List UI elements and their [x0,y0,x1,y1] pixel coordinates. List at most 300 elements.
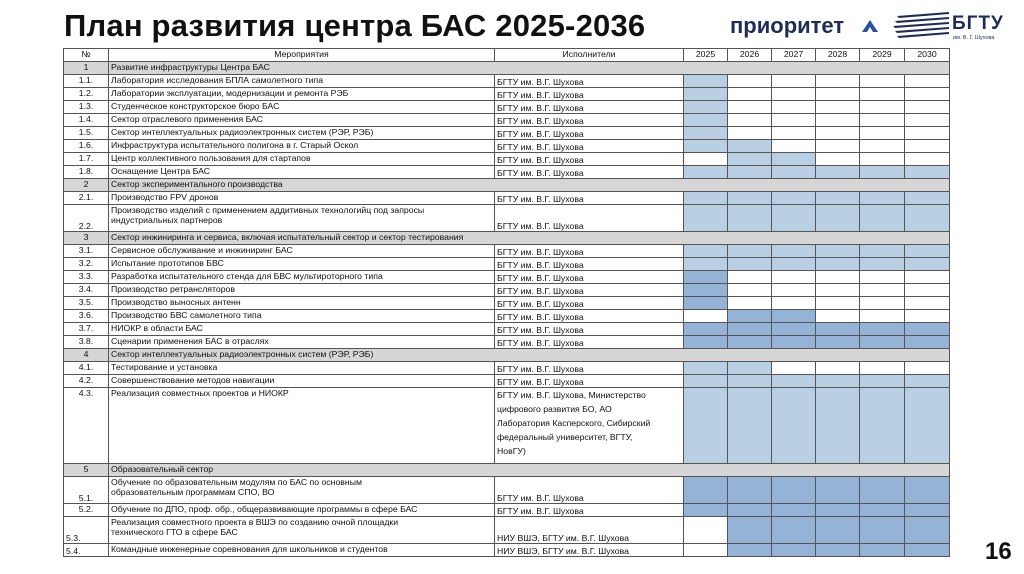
gantt-cell-filled [728,477,772,504]
section-title: Сектор экспериментального производства [109,179,950,192]
gantt-cell-empty [860,127,905,140]
executor-cell: БГТУ им. В.Г. Шухова [495,297,684,310]
gantt-cell-filled [684,375,728,388]
gantt-cell-empty [860,297,905,310]
executor-cell: БГТУ им. В.Г. Шухова [495,75,684,88]
gantt-cell-empty [728,88,772,101]
gantt-cell-filled [816,258,860,271]
table-row [64,544,950,557]
row-number: 1.3. [64,101,109,114]
gantt-cell-filled [816,192,860,205]
gantt-cell-filled [816,517,860,544]
gantt-cell-filled [816,323,860,336]
activity-text: Реализация совместных проектов и НИОКР [111,388,289,398]
gantt-cell-empty [905,140,950,153]
gantt-cell-filled [684,205,728,232]
gantt-cell-filled [684,114,728,127]
section-number: 1 [64,62,109,75]
gantt-cell-filled [728,258,772,271]
gantt-cell-empty [772,75,816,88]
gantt-cell-filled [772,192,816,205]
executor-text-line: Лаборатория Касперского, Сибирский [497,418,651,428]
gantt-cell-filled [816,544,860,557]
gantt-cell-empty [728,271,772,284]
gantt-cell-filled [905,477,950,504]
gantt-cell-empty [684,310,728,323]
activity-text: Лаборатория исследования БПЛА самолетного типа [111,75,324,85]
gantt-cell-filled [728,245,772,258]
gantt-cell-filled [905,544,950,557]
gantt-cell-empty [684,544,728,557]
gantt-cell-filled [728,375,772,388]
row-number: 4.3. [64,388,109,464]
executor-cell: БГТУ им. В.Г. Шухова [495,88,684,101]
gantt-cell-filled [905,245,950,258]
activity-text: Производство ретрансляторов [111,284,235,294]
gantt-cell-filled [684,166,728,179]
section-row [64,232,950,245]
executor-cell: БГТУ им. В.Г. Шухова [495,504,684,517]
gantt-cell-filled [860,323,905,336]
row-number: 3.7. [64,323,109,336]
gantt-cell-empty [728,284,772,297]
section-number: 4 [64,349,109,362]
table-row [64,504,950,517]
col-header-year: 2028 [816,49,860,62]
gantt-cell-filled [728,140,772,153]
section-row [64,179,950,192]
section-title: Образовательный сектор [109,464,950,477]
activity-text: Лаборатории эксплуатации, модернизации и ремонта РЭБ [111,88,349,98]
gantt-cell-filled [816,504,860,517]
activity-text: Центр коллективного пользования для стартапов [111,153,311,163]
gantt-cell-filled [860,192,905,205]
gantt-cell-filled [905,192,950,205]
row-number: 5.3. [64,517,109,544]
gantt-cell-filled [684,284,728,297]
gantt-cell-filled [860,258,905,271]
activity-text: Обучение по образовательным модулям по БАС по основным [111,477,362,487]
gantt-cell-empty [816,362,860,375]
gantt-cell-empty [816,271,860,284]
gantt-cell-empty [684,517,728,544]
executor-cell: БГТУ им. В.Г. Шухова [495,258,684,271]
gantt-cell-filled [816,205,860,232]
activity-cell [109,544,495,557]
gantt-cell-empty [860,153,905,166]
col-header-num: № [64,49,109,62]
table-row [64,336,950,349]
gantt-cell-empty [772,271,816,284]
table-row [64,153,950,166]
activity-text: Испытание прототипов БВС [111,258,224,268]
gantt-cell-empty [816,297,860,310]
gantt-cell-filled [860,245,905,258]
activity-cell [109,362,495,375]
gantt-cell-filled [860,375,905,388]
gantt-cell-filled [772,205,816,232]
executor-cell: НИУ ВШЭ, БГТУ им. В.Г. Шухова [495,517,684,544]
activity-text: Студенческое конструкторское бюро БАС [111,101,280,111]
table-row [64,375,950,388]
bgtu-logo-text: БГТУ [952,13,1004,34]
gantt-cell-filled [905,258,950,271]
gantt-cell-filled [905,205,950,232]
gantt-cell-empty [860,88,905,101]
table-row [64,297,950,310]
gantt-cell-filled [860,544,905,557]
gantt-cell-filled [905,336,950,349]
row-number: 5.1. [64,477,109,504]
section-title: Развитие инфраструктуры Центра БАС [109,62,950,75]
gantt-cell-filled [816,477,860,504]
gantt-cell-filled [684,192,728,205]
executor-cell: БГТУ им. В.Г. Шухова [495,336,684,349]
gantt-cell-filled [772,336,816,349]
activity-text: Тестирование и установка [111,362,218,372]
gantt-cell-empty [905,127,950,140]
row-number: 3.5. [64,297,109,310]
gantt-cell-filled [860,166,905,179]
executor-cell: НИУ ВШЭ, БГТУ им. В.Г. Шухова [495,544,684,557]
row-number: 1.6. [64,140,109,153]
gantt-cell-filled [772,504,816,517]
table-row [64,323,950,336]
gantt-cell-filled [728,205,772,232]
gantt-cell-filled [684,88,728,101]
activity-text-line2: технического ГТО в сфере БАС [111,527,238,537]
gantt-cell-empty [772,140,816,153]
gantt-cell-empty [905,310,950,323]
section-number: 2 [64,179,109,192]
gantt-cell-filled [905,375,950,388]
col-header-year: 2029 [860,49,905,62]
activity-text: Производство выносных антенн [111,297,241,307]
col-header-activity: Мероприятия [109,49,495,62]
activity-text: Производство FPV дронов [111,192,219,202]
gantt-cell-empty [772,284,816,297]
activity-text: Сектор интеллектуальных радиоэлектронных систем (РЭР, РЭБ) [111,127,374,137]
gantt-cell-filled [860,504,905,517]
activity-cell [109,258,495,271]
gantt-cell-filled [772,323,816,336]
activity-text: Командные инженерные соревнования для школьников и студентов [111,544,388,554]
gantt-cell-empty [860,362,905,375]
table-row [64,88,950,101]
executor-cell: БГТУ им. В.Г. Шухова [495,284,684,297]
gantt-cell-empty [860,114,905,127]
table-row [64,101,950,114]
executor-text-line: цифрового развития БО, АО [497,404,612,414]
gantt-cell-empty [860,284,905,297]
row-number: 3.8. [64,336,109,349]
activity-cell [109,166,495,179]
gantt-cell-empty [860,310,905,323]
bgtu-logo-icon [891,12,949,40]
gantt-cell-filled [684,127,728,140]
activity-cell [109,388,495,464]
gantt-cell-filled [684,75,728,88]
gantt-cell-filled [772,166,816,179]
gantt-cell-empty [905,271,950,284]
gantt-cell-filled [816,336,860,349]
activity-cell [109,245,495,258]
gantt-cell-filled [728,504,772,517]
table-row [64,310,950,323]
section-row [64,62,950,75]
section-row [64,464,950,477]
executor-cell: БГТУ им. В.Г. Шухова [495,362,684,375]
gantt-cell-filled [816,375,860,388]
activity-text: Производство изделий с применением аддитивных технологийц под запросы [111,205,425,215]
gantt-cell-empty [860,101,905,114]
activity-cell [109,153,495,166]
table-row [64,284,950,297]
gantt-cell-empty [772,101,816,114]
row-number: 1.8. [64,166,109,179]
gantt-cell-filled [684,336,728,349]
gantt-cell-filled [684,362,728,375]
activity-text: Сервисное обслуживание и инжиниринг БАС [111,245,293,255]
gantt-cell-filled [905,323,950,336]
gantt-cell-empty [905,362,950,375]
gantt-cell-empty [772,297,816,310]
activity-cell [109,75,495,88]
activity-cell [109,205,495,232]
row-number: 4.2. [64,375,109,388]
activity-text: Производство БВС самолетного типа [111,310,262,320]
gantt-cell-filled [728,544,772,557]
gantt-cell-empty [772,127,816,140]
col-header-year: 2026 [728,49,772,62]
gantt-cell-filled [684,101,728,114]
activity-text: НИОКР в области БАС [111,323,203,333]
executor-cell: БГТУ им. В.Г. Шухова [495,140,684,153]
table-row [64,477,950,504]
bgtu-logo-subtitle: им. В. Г. Шухова [953,35,995,41]
table-row [64,166,950,179]
table-row [64,362,950,375]
gantt-cell-empty [816,140,860,153]
table-header-row [64,49,950,62]
gantt-cell-filled [816,245,860,258]
gantt-cell-empty [816,114,860,127]
table-row [64,205,950,232]
executor-cell: БГТУ им. В.Г. Шухова [495,114,684,127]
gantt-cell-filled [905,388,950,464]
executor-text-line: федеральный университет, ВГТУ, [497,432,633,442]
gantt-cell-filled [684,504,728,517]
executor-cell: БГТУ им. В.Г. Шухова [495,127,684,140]
activity-cell [109,375,495,388]
executor-cell: БГТУ им. В.Г. Шухова [495,153,684,166]
gantt-cell-empty [772,362,816,375]
gantt-cell-empty [816,88,860,101]
gantt-cell-empty [728,297,772,310]
executor-cell: БГТУ им. В.Г. Шухова [495,477,684,504]
gantt-cell-filled [905,517,950,544]
gantt-cell-filled [772,388,816,464]
activity-cell [109,336,495,349]
activity-cell [109,504,495,517]
table-row [64,192,950,205]
row-number: 4.1. [64,362,109,375]
gantt-cell-filled [860,388,905,464]
activity-text: Совершенствование методов навигации [111,375,275,385]
section-title: Сектор интеллектуальных радиоэлектронных систем (РЭР, РЭБ) [109,349,950,362]
row-number: 5.4. [64,544,109,557]
table-row [64,127,950,140]
gantt-cell-filled [728,517,772,544]
activity-cell [109,114,495,127]
gantt-cell-filled [816,388,860,464]
gantt-cell-filled [772,544,816,557]
priority-logo: приоритет [730,13,845,38]
executor-cell: БГТУ им. В.Г. Шухова [495,375,684,388]
executor-cell: БГТУ им. В.Г. Шухова [495,166,684,179]
gantt-cell-filled [772,310,816,323]
gantt-cell-filled [905,166,950,179]
gantt-cell-empty [905,114,950,127]
executor-cell: БГТУ им. В.Г. Шухова [495,205,684,232]
gantt-cell-filled [728,323,772,336]
gantt-cell-empty [905,153,950,166]
gantt-cell-empty [905,101,950,114]
gantt-cell-filled [772,258,816,271]
gantt-cell-filled [772,517,816,544]
executor-cell: БГТУ им. В.Г. Шухова [495,245,684,258]
executor-cell: БГТУ им. В.Г. Шухова [495,192,684,205]
gantt-cell-filled [728,336,772,349]
section-number: 5 [64,464,109,477]
row-number: 1.2. [64,88,109,101]
table-row [64,258,950,271]
gantt-cell-filled [684,297,728,310]
executor-cell: БГТУ им. В.Г. Шухова [495,310,684,323]
section-row [64,349,950,362]
gantt-cell-filled [728,166,772,179]
gantt-cell-empty [816,310,860,323]
gantt-cell-empty [728,127,772,140]
row-number: 1.1. [64,75,109,88]
activity-cell [109,297,495,310]
activity-cell [109,310,495,323]
row-number: 3.1. [64,245,109,258]
table-row [64,271,950,284]
gantt-cell-filled [816,166,860,179]
activity-cell [109,127,495,140]
gantt-cell-filled [728,153,772,166]
row-number: 3.4. [64,284,109,297]
gantt-cell-filled [728,310,772,323]
gantt-cell-filled [728,192,772,205]
gantt-cell-empty [816,153,860,166]
col-header-executor: Исполнители [495,49,684,62]
activity-text: Сектор отраслевого применения БАС [111,114,264,124]
row-number: 1.7. [64,153,109,166]
gantt-cell-filled [684,271,728,284]
priority-logo-icon [862,20,878,32]
section-title: Сектор инжиниринга и сервиса, включая испытательный сектор и сектор тестирования [109,232,950,245]
activity-text: Инфраструктура испытательного полигона в г. Старый Оскол [111,140,359,150]
activity-text: Реализация совместного проекта в ВШЭ по созданию очной площадки [111,517,399,527]
gantt-cell-filled [772,153,816,166]
gantt-cell-empty [905,297,950,310]
table-row [64,388,950,464]
gantt-cell-empty [860,75,905,88]
activity-cell [109,271,495,284]
executor-cell: БГТУ им. В.Г. Шухова [495,101,684,114]
gantt-cell-filled [772,245,816,258]
gantt-cell-filled [772,375,816,388]
gantt-cell-filled [772,477,816,504]
gantt-cell-filled [728,388,772,464]
gantt-cell-filled [728,362,772,375]
table-row [64,517,950,544]
gantt-cell-empty [772,114,816,127]
activity-cell [109,323,495,336]
row-number: 3.6. [64,310,109,323]
table-row [64,245,950,258]
gantt-cell-empty [728,101,772,114]
activity-cell [109,517,495,544]
gantt-cell-empty [816,127,860,140]
section-number: 3 [64,232,109,245]
gantt-cell-empty [860,140,905,153]
activity-text: Оснащение Центра БАС [111,166,211,176]
activity-cell [109,284,495,297]
row-number: 1.5. [64,127,109,140]
gantt-cell-empty [905,75,950,88]
gantt-cell-empty [816,75,860,88]
gantt-cell-empty [905,284,950,297]
activity-cell [109,192,495,205]
gantt-cell-filled [860,477,905,504]
gantt-cell-filled [684,477,728,504]
executor-cell [495,388,684,464]
row-number: 1.4. [64,114,109,127]
table-row [64,114,950,127]
gantt-cell-filled [684,258,728,271]
executor-text-line: БГТУ им. В.Г. Шухова, Министерство [497,390,646,400]
col-header-year: 2030 [905,49,950,62]
plan-table [63,48,950,557]
activity-text: Обучение по ДПО, проф. обр., общеразвивающие программы в сфере БАС [111,504,418,514]
table-row [64,75,950,88]
activity-cell [109,101,495,114]
gantt-cell-empty [860,271,905,284]
gantt-cell-empty [905,88,950,101]
activity-text: Разработка испытательного стенда для БВС мультироторного типа [111,271,383,281]
gantt-cell-filled [860,517,905,544]
gantt-cell-filled [905,504,950,517]
gantt-cell-filled [860,205,905,232]
activity-text-line2: образовательным программам СПО, ВО [111,487,275,497]
gantt-cell-filled [684,140,728,153]
executor-cell: БГТУ им. В.Г. Шухова [495,271,684,284]
table-row [64,140,950,153]
page-number: 16 [985,538,1012,565]
gantt-cell-empty [772,88,816,101]
row-number: 3.3. [64,271,109,284]
row-number: 5.2. [64,504,109,517]
gantt-cell-filled [684,245,728,258]
activity-cell [109,88,495,101]
gantt-cell-empty [816,284,860,297]
gantt-cell-empty [816,101,860,114]
gantt-cell-filled [684,323,728,336]
activity-text-line2: индустриальных партнеров [111,215,223,225]
